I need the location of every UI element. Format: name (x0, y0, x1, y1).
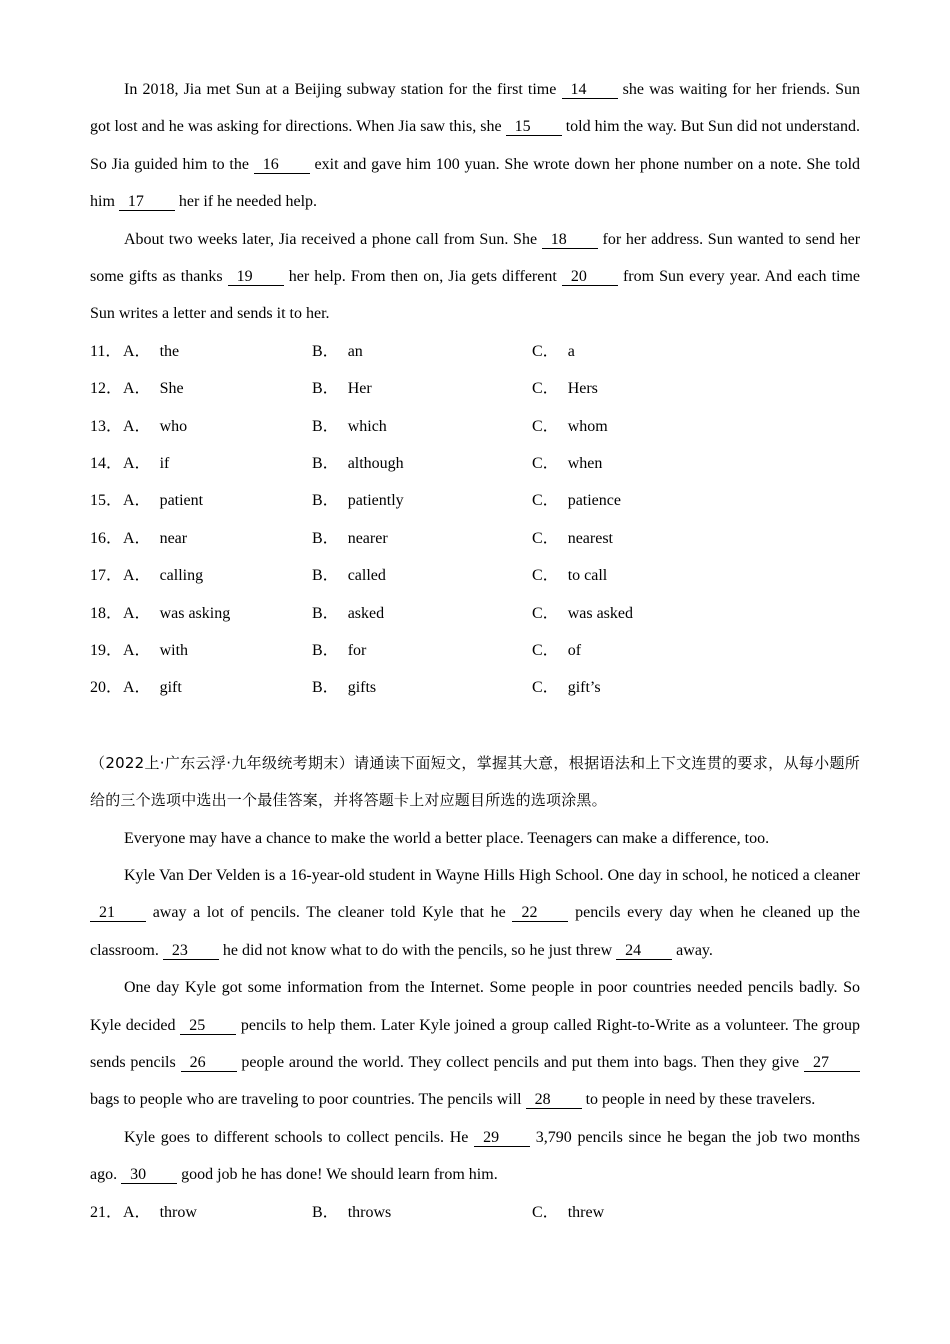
option-text: when (567, 455, 603, 473)
option-label: A． (123, 455, 151, 473)
option-text: throw (159, 1203, 197, 1221)
blank-21: 21 (90, 905, 146, 922)
option-a[interactable] (123, 520, 187, 557)
option-label: B． (312, 529, 339, 547)
option-text: nearer (347, 529, 388, 547)
option-label: B． (312, 679, 339, 697)
option-row-20 (90, 669, 860, 706)
option-row-15 (90, 482, 860, 519)
option-label: C． (532, 455, 559, 473)
blank-16: 16 (254, 157, 310, 174)
option-a[interactable] (123, 445, 169, 482)
section2-instruction: （2022上·广东云浮·九年级统考期末）请通读下面短文，掌握其大意，根据语法和上下文连贯的要求，从每小题所给的三个选项中选出一个最佳答案，并将答题卡上对应题目所选的选项涂黑。 (90, 753, 860, 810)
option-text: gifts (347, 679, 377, 697)
option-row-12 (90, 370, 860, 407)
option-text: near (159, 529, 188, 547)
text-segment: Kyle goes to different schools to collect pencils. He (124, 1128, 469, 1146)
option-label: A． (123, 679, 151, 697)
option-text: if (159, 455, 170, 473)
option-label: C． (532, 529, 559, 547)
option-text: gift (159, 679, 182, 697)
option-b[interactable] (312, 595, 384, 632)
option-c[interactable] (532, 632, 581, 669)
text-segment: to people in need by these travelers. (585, 1091, 816, 1109)
option-label: C． (532, 342, 559, 360)
text-segment: for her address. Sun wanted to send her some gifts as thanks (90, 230, 861, 286)
option-label: A． (123, 604, 151, 622)
option-text: although (347, 455, 404, 473)
option-row-13 (90, 408, 860, 445)
text-segment: Kyle Van Der Velden is a 16-year-old student in Wayne Hills High School. One day in school, he noticed a cleaner (124, 866, 860, 884)
option-text: was asking (159, 604, 231, 622)
option-b[interactable] (312, 370, 372, 407)
option-label: B． (312, 455, 339, 473)
text-segment: 3,790 pencils since he began the job two months ago. (90, 1128, 860, 1184)
option-b[interactable] (312, 669, 376, 706)
option-text: calling (159, 567, 204, 585)
blank-25: 25 (180, 1018, 236, 1035)
option-text: threw (567, 1203, 605, 1221)
option-text: which (347, 417, 387, 435)
option-a[interactable] (123, 1194, 197, 1231)
option-c[interactable] (532, 445, 602, 482)
question-number: 14． (90, 455, 123, 473)
option-label: A． (123, 417, 151, 435)
text-segment: About two weeks later, Jia received a phone call from Sun. She (124, 230, 538, 248)
text-segment: exit and gave him 100 yuan. She wrote down her phone number on a note. She told him (90, 155, 861, 211)
blank-28: 28 (526, 1092, 582, 1109)
blank-20: 20 (562, 269, 618, 286)
option-row-18 (90, 595, 860, 632)
blank-17: 17 (119, 194, 175, 211)
option-label: A． (123, 641, 151, 659)
option-b[interactable] (312, 408, 387, 445)
text-segment: pencils every day when he cleaned up the classroom. (90, 904, 861, 959)
option-label: B． (312, 604, 339, 622)
option-a[interactable] (123, 669, 182, 706)
option-row-21 (90, 1194, 860, 1231)
option-text: gift’s (567, 679, 601, 697)
text-segment: One day Kyle got some information from the Internet. Some people in poor countries needed pencils badly. So Kyle decided (90, 979, 860, 1034)
option-label: C． (532, 679, 559, 697)
option-c[interactable] (532, 557, 607, 594)
option-label: B． (312, 380, 339, 398)
blank-19: 19 (228, 269, 284, 286)
option-row-19 (90, 632, 860, 669)
passage2-paragraph4 (90, 1119, 860, 1194)
option-text: Her (347, 380, 372, 398)
text-segment: good job he has done! We should learn from him. (181, 1166, 498, 1184)
option-text: of (567, 641, 582, 659)
options-list-2 (90, 1194, 860, 1231)
text-segment: In 2018, Jia met Sun at a Beijing subway station for the first time (124, 81, 557, 98)
option-label: B． (312, 492, 339, 510)
options-list-1 (90, 333, 860, 707)
option-a[interactable] (123, 482, 203, 519)
option-text: patiently (347, 492, 404, 510)
passage2-paragraph2 (90, 857, 860, 969)
option-label: C． (532, 417, 559, 435)
option-text: patient (159, 492, 204, 510)
option-label: B． (312, 1203, 339, 1221)
option-text: for (347, 641, 367, 659)
option-c[interactable] (532, 669, 601, 706)
option-label: A． (123, 1203, 151, 1221)
option-text: whom (567, 417, 608, 435)
blank-26: 26 (181, 1055, 237, 1072)
option-label: A． (123, 567, 151, 585)
option-b[interactable] (312, 445, 404, 482)
question-number: 20． (90, 679, 123, 697)
option-label: A． (123, 492, 151, 510)
option-label: B． (312, 641, 339, 659)
option-c[interactable] (532, 520, 613, 557)
option-label: B． (312, 417, 339, 435)
question-number: 21． (90, 1203, 123, 1221)
option-label: A． (123, 342, 151, 360)
option-row-17 (90, 557, 860, 594)
option-label: C． (532, 641, 559, 659)
option-c[interactable] (532, 595, 633, 632)
option-a[interactable] (123, 333, 179, 370)
option-b[interactable] (312, 557, 386, 594)
option-text: an (347, 342, 363, 360)
option-text: who (159, 417, 188, 435)
option-label: B． (312, 567, 339, 585)
question-number: 16． (90, 529, 123, 547)
blank-15: 15 (506, 119, 562, 136)
option-row-16 (90, 520, 860, 557)
option-label: B． (312, 342, 339, 360)
text-segment: people around the world. They collect pencils and put them into bags. Then they give (241, 1054, 800, 1071)
text-segment: her if he needed help. (178, 193, 318, 211)
option-a[interactable] (123, 370, 184, 407)
option-row-11 (90, 333, 860, 370)
option-a[interactable] (123, 632, 188, 669)
blank-24: 24 (616, 943, 672, 960)
option-text: asked (347, 604, 385, 622)
text-segment: away. (676, 941, 713, 959)
option-a[interactable] (123, 557, 203, 594)
option-text: to call (567, 567, 608, 585)
question-number: 15． (90, 492, 123, 510)
text-segment: bags to people who are traveling to poor countries. The pencils will (90, 1091, 522, 1109)
option-b[interactable] (312, 1194, 391, 1231)
option-c[interactable] (532, 370, 598, 407)
option-a[interactable] (123, 595, 230, 632)
blank-14: 14 (562, 82, 618, 99)
option-text: Hers (567, 380, 598, 398)
blank-23: 23 (163, 943, 219, 960)
option-label: C． (532, 380, 559, 398)
option-c[interactable] (532, 1194, 604, 1231)
text-segment: she was waiting for her friends. Sun got lost and he was asking for directions. When Jia saw this, she (90, 81, 861, 136)
option-text: was asked (567, 604, 633, 622)
passage1-paragraph2 (90, 221, 860, 333)
option-label: C． (532, 604, 559, 622)
option-text: the (159, 342, 180, 360)
option-label: A． (123, 529, 151, 547)
option-row-14 (90, 445, 860, 482)
question-number: 13． (90, 417, 123, 435)
question-number: 17． (90, 567, 123, 585)
blank-22: 22 (512, 905, 568, 922)
text-segment: he did not know what to do with the pencils, so he just threw (222, 941, 613, 959)
text-segment: her help. From then on, Jia gets different (288, 268, 557, 286)
blank-18: 18 (542, 232, 598, 249)
blank-29: 29 (474, 1130, 530, 1147)
question-number: 12． (90, 380, 123, 398)
passage1-paragraph1 (90, 71, 860, 221)
option-b[interactable] (312, 333, 363, 370)
option-c[interactable] (532, 408, 608, 445)
option-b[interactable] (312, 482, 404, 519)
passage2-paragraph1: Everyone may have a chance to make the world a better place. Teenagers can make a difference, too. (124, 829, 770, 847)
option-label: A． (123, 380, 151, 398)
option-text: She (159, 380, 184, 398)
option-text: nearest (567, 529, 613, 547)
question-number: 11． (90, 342, 122, 360)
option-b[interactable] (312, 520, 388, 557)
text-segment: told him the way. But Sun did not understand. So Jia guided him to the (90, 118, 861, 173)
option-label: C． (532, 1203, 559, 1221)
option-text: called (347, 567, 386, 585)
text-segment: from Sun every year. And each time Sun writes a letter and sends it to her. (90, 268, 861, 323)
option-text: a (567, 342, 575, 360)
blank-30: 30 (121, 1167, 177, 1184)
option-text: patience (567, 492, 621, 510)
option-b[interactable] (312, 632, 366, 669)
blank-27: 27 (804, 1055, 860, 1072)
text-segment: pencils to help them. Later Kyle joined a group called Right-to-Write as a volunteer. The group sends pencils (90, 1016, 861, 1071)
option-a[interactable] (123, 408, 187, 445)
option-text: throws (347, 1203, 392, 1221)
option-label: C． (532, 567, 559, 585)
section-gap (90, 707, 860, 745)
passage2-paragraph3 (90, 969, 860, 1119)
option-c[interactable] (532, 482, 621, 519)
option-label: C． (532, 492, 559, 510)
option-text: with (159, 641, 189, 659)
option-c[interactable] (532, 333, 575, 370)
question-number: 19． (90, 641, 123, 659)
worksheet-page (90, 71, 860, 1231)
text-segment: away a lot of pencils. The cleaner told Kyle that he (152, 904, 506, 922)
question-number: 18． (90, 604, 123, 622)
